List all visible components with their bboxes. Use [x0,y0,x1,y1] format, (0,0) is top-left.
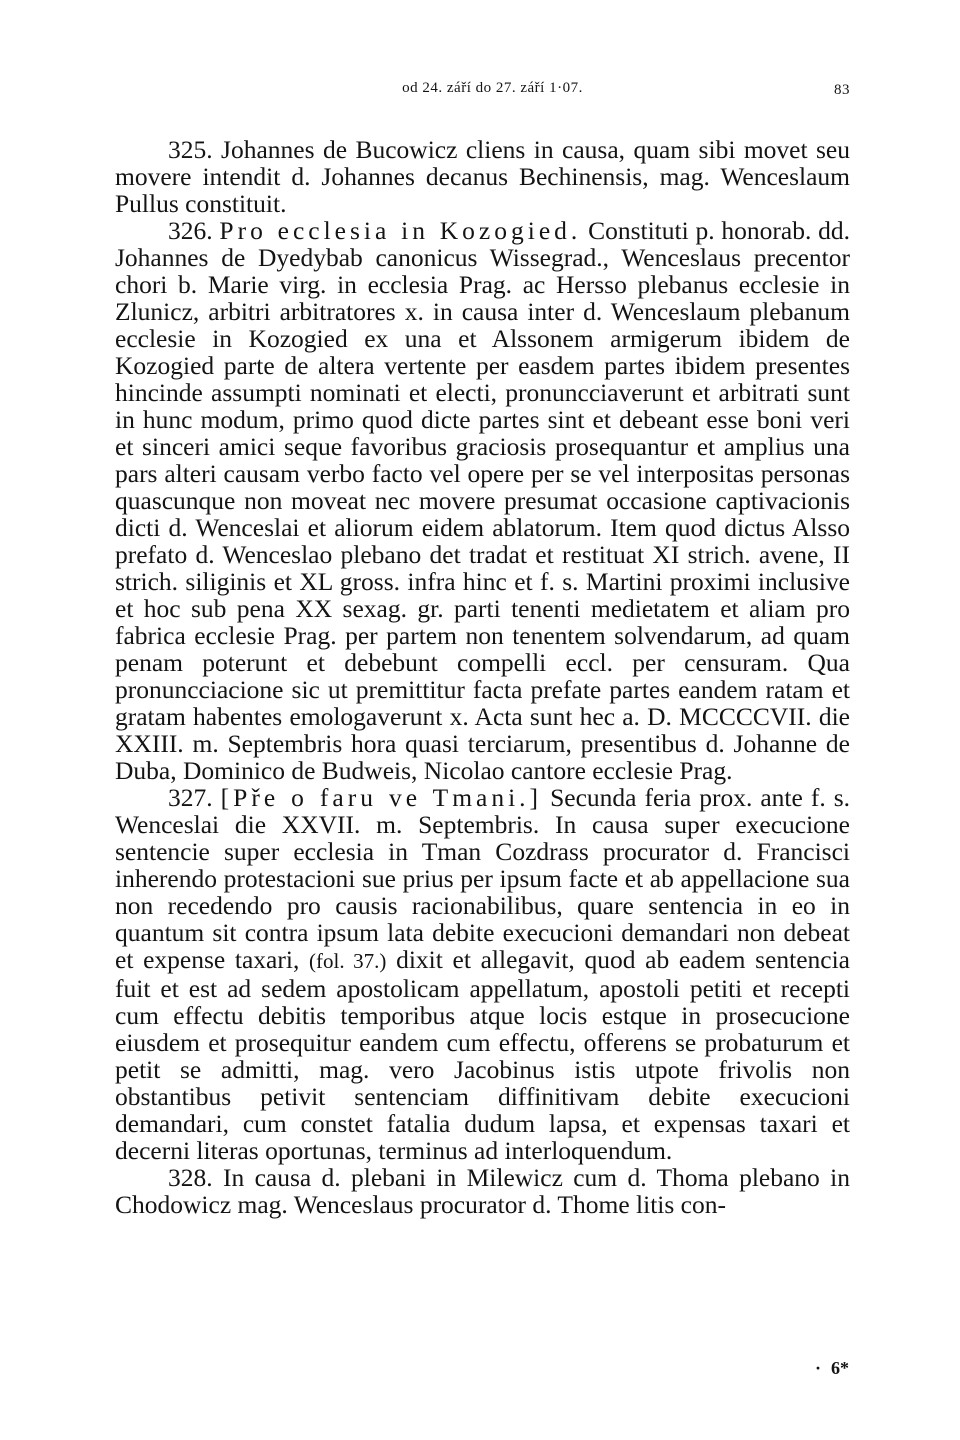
paragraph-326 [115,217,850,784]
paragraph-heading: Pro ecclesia in Kozogied. [219,216,582,245]
paragraph-heading: [Pře o faru ve Tmani.] [220,783,543,812]
page-number: 83 [834,82,850,98]
signature-dot: · [814,1358,821,1378]
paragraph-text: Constituti p. honorab. dd. Johannes de Dyedybab canonicus Wissegrad., Wenceslaus precentor chori b. Marie virg. in ecclesia Prag. ac Hersso plebanus ecclesie in Zlunicz, arbitri arbitratores x. in causa inter d. Wenceslaum plebanum ecclesie in Kozogied ex una et Alssonem armigerum ibidem de Kozogied parte de altera vertente per easdem partes ibidem presentes hincinde assumpti nominati et electi, pronuncciaverunt et arbitrati sunt in hunc modum, primo quod dicte partes sint et debeant esse boni veri et sinceri amici seque favoribus graciosis prosequantur et amplius una pars alteri causam verbo facto vel opere per se vel interpositas personas quascunque non moveat nec movere presumat occasione captivacionis dicti d. Wenceslai et aliorum eidem ablatorum. Item quod dictus Alsso prefato d. Wenceslao plebano det tradat et restituat XI strich. avene, II strich. siliginis et XL gross. infra hinc et f. s. Martini proximi inclusive et hoc sub pena XX sexag. gr. parti tenenti medietatem et aliam pro fabrica ecclesie Prag. per partem non tenentem solvendarum, ad quam penam poterunt et debebunt compelli eccl. per censuram. Qua pronuncciacione sic ut premittitur facta prefate partes eandem ratam et gratam habentes emologaverunt x. Acta sunt hec a. D. MCCCCVII. die XXIII. m. Septembris hora quasi terciarum, presentibus d. Johanne de Duba, Dominico de Budweis, Nicolao cantore ecclesie Prag. [115,216,850,785]
paragraph-number: 327. [168,783,213,812]
paragraph-text: Secunda feria prox. ante f. s. Wenceslai die XXVII. m. Septembris. In causa super execucione sentencie super ecclesia in Tman Cozdrass procurator d. Francisci inherendo protestacioni sue prius per ipsum facte et ab appellacione sua non recedendo pro causis racionabilibus, quare sentencia in eo in quantum sit contra ipsum lata debite execucioni demandari non debeat et expense taxari, [115,783,851,974]
running-head-title: od 24. září do 27. září 1·07. [402,80,583,96]
paragraph-328: 328. In causa d. plebani in Milewicz cum d. Thoma plebano in Chodowicz mag. Wenceslaus procurator d. Thome litis con- [115,1163,850,1219]
paragraph-327 [115,784,850,1164]
paragraph-text-continued: dixit et allegavit, quod ab eadem sentencia fuit et est ad sedem apostolicam appellatum, apostoli petiti et recepti cum effectu debitis temporibus atque locis estque in prosecucione eiusdem et prosequitur eandem cum effectu, offerens se probaturum et petit se admitti, mag. vero Jacobinus istis utpote frivolis non obstantibus petivit sentenciam diffinitivam debite execucioni demandari, cum constet fatalia dudum lapsa, et expensas taxari et decerni literas oportunas, terminus ad interloquendum. [115,945,850,1165]
folio-reference: (fol. 37.) [309,949,387,973]
signature-mark [815,1358,849,1379]
paragraph-number: 326. [168,216,213,245]
paragraph-325: 325. Johannes de Bucowicz cliens in causa, quam sibi movet seu movere intendit d. Johannes decanus Bechinensis, mag. Wenceslaum Pullus constituit. [115,135,850,218]
running-head [115,80,850,104]
body-text [115,136,850,1218]
signature-number: 6* [831,1358,849,1378]
